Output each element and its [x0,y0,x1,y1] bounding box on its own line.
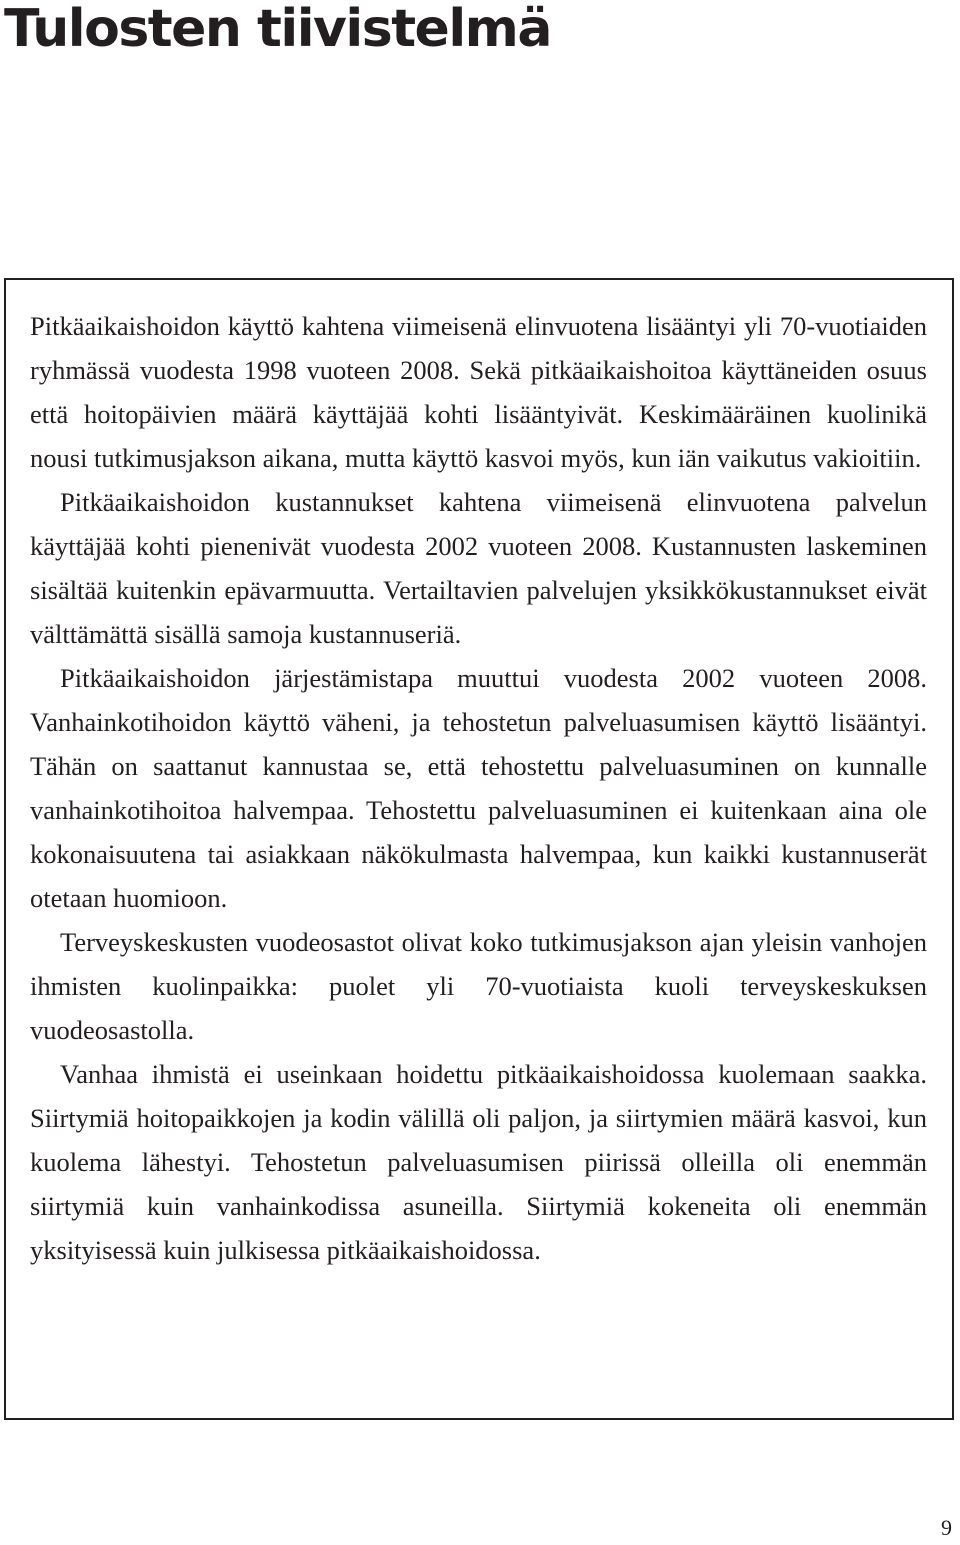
summary-paragraph-1: Pitkäaikaishoidon käyttö kahtena viimeisenä elinvuotena lisääntyi yli 70-vuotiaiden ryhmässä vuodesta 1998 vuoteen 2008. Sekä pitkäaikaishoitoa käyttäneiden osuus että hoitopäivien määrä käyttäjää kohti lisääntyivät. Keskimääräinen kuolinikä nousi tutkimusjakson aikana, mutta käyttö kasvoi myös, kun iän vaikutus vakioitiin. [30,311,927,473]
summary-paragraph-3: Pitkäaikaishoidon järjestämistapa muuttui vuodesta 2002 vuoteen 2008. Vanhainkotihoidon käyttö väheni, ja tehostetun palveluasumisen käyttö lisääntyi. Tähän on saattanut kannustaa se, että tehostettu palveluasuminen on kunnalle vanhainkotihoitoa halvempaa. Tehostettu palveluasuminen ei kuitenkaan aina ole kokonaisuutena tai asiakkaan näkökulmasta halvempaa, kun kaikki kustannuserät otetaan huomioon. [30,663,927,913]
summary-paragraph-4: Terveyskeskusten vuodeosastot olivat koko tutkimusjakson ajan yleisin vanhojen ihmisten kuolinpaikka: puolet yli 70-vuotiaista kuoli terveyskeskuksen vuodeosastolla. [30,927,927,1045]
summary-paragraph-5: Vanhaa ihmistä ei useinkaan hoidettu pitkäaikaishoidossa kuolemaan saakka. Siirtymiä hoitopaikkojen ja kodin välillä oli paljon, ja siirtymien määrä kasvoi, kun kuolema lähestyi. Tehostetun palveluasumisen piirissä olleilla oli enemmän siirtymiä kuin vanhainkodissa asuneilla. Siirtymiä kokeneita oli enemmän yksityisessä kuin julkisessa pitkäaikaishoidossa. [30,1059,927,1265]
page-number: 9 [941,1515,952,1540]
page-title: Tulosten tiivistelmä [4,0,551,59]
summary-box [4,278,954,1420]
summary-paragraph-2: Pitkäaikaishoidon kustannukset kahtena viimeisenä elinvuotena palvelun käyttäjää kohti pienenivät vuodesta 2002 vuoteen 2008. Kustannusten laskeminen sisältää kuitenkin epävarmuutta. Vertailtavien palvelujen yksikkökustannukset eivät välttämättä sisällä samoja kustannuseriä. [30,487,927,649]
